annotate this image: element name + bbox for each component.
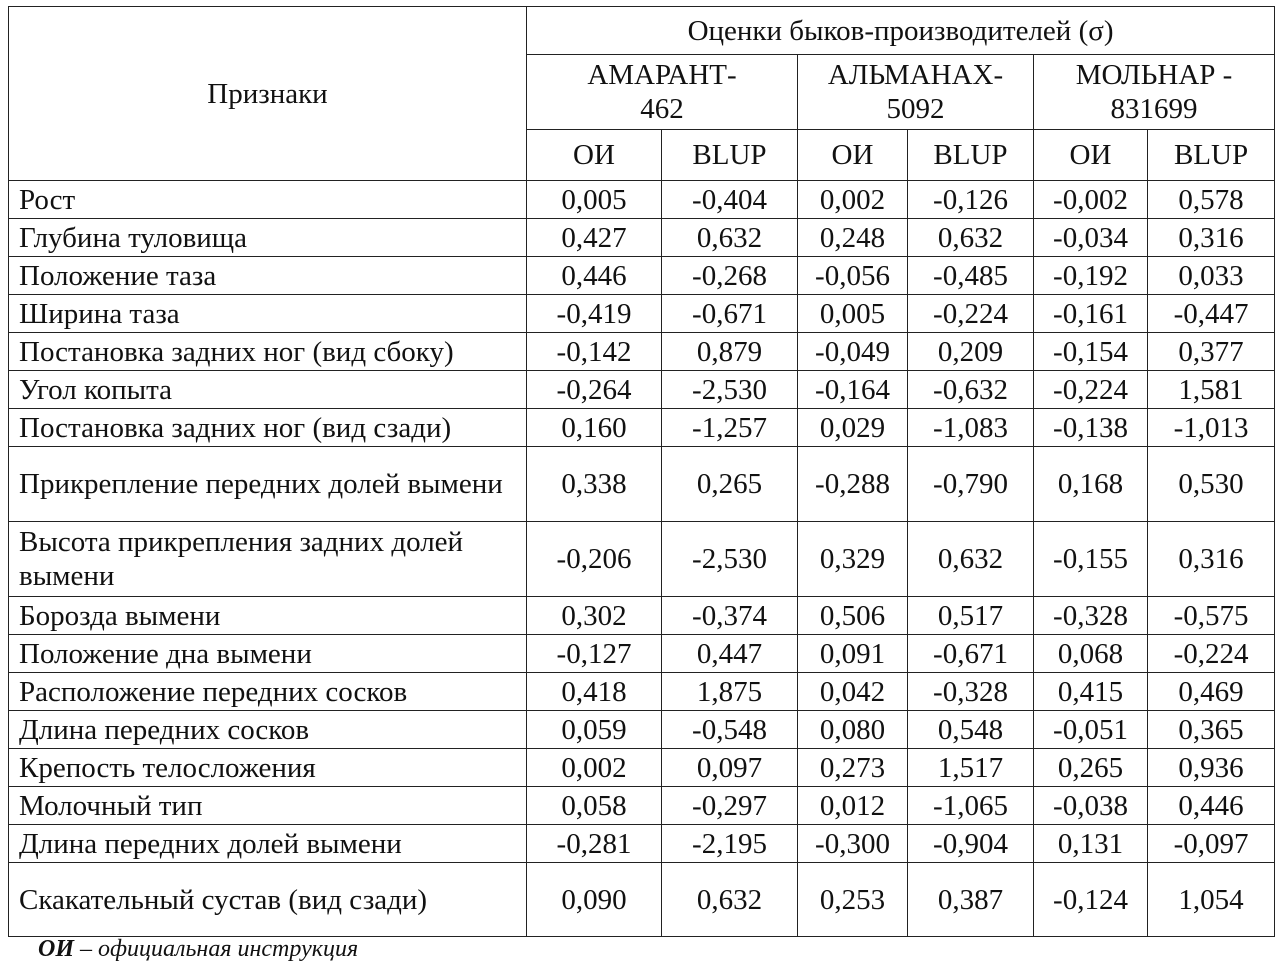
value-cell: -0,224: [1148, 635, 1275, 673]
table-row: [9, 635, 1275, 673]
value-cell: 0,302: [527, 597, 662, 635]
method-header: ОИ: [527, 130, 662, 181]
trait-cell: Высота прикрепления задних долей вымени: [9, 522, 527, 597]
value-cell: -0,056: [798, 257, 908, 295]
value-cell: 0,058: [527, 787, 662, 825]
value-cell: -0,268: [662, 257, 798, 295]
value-cell: -0,447: [1148, 295, 1275, 333]
value-cell: -0,281: [527, 825, 662, 863]
value-cell: 0,329: [798, 522, 908, 597]
trait-header: Признаки: [9, 7, 527, 181]
value-cell: 0,253: [798, 863, 908, 937]
value-cell: 0,265: [662, 447, 798, 522]
trait-cell: Положение таза: [9, 257, 527, 295]
value-cell: -2,195: [662, 825, 798, 863]
value-cell: -0,049: [798, 333, 908, 371]
value-cell: 0,377: [1148, 333, 1275, 371]
value-cell: 0,530: [1148, 447, 1275, 522]
bull-header: [527, 55, 798, 130]
footnote-text: – официальная инструкция: [74, 936, 359, 962]
method-header: BLUP: [662, 130, 798, 181]
value-cell: -1,083: [908, 409, 1034, 447]
value-cell: -0,671: [662, 295, 798, 333]
value-cell: -2,530: [662, 522, 798, 597]
table-body: [9, 181, 1275, 937]
value-cell: 0,415: [1034, 673, 1148, 711]
trait-cell: Борозда вымени: [9, 597, 527, 635]
value-cell: 0,316: [1148, 522, 1275, 597]
value-cell: -0,192: [1034, 257, 1148, 295]
trait-cell: Угол копыта: [9, 371, 527, 409]
table-row: [9, 522, 1275, 597]
value-cell: -0,206: [527, 522, 662, 597]
value-cell: 0,365: [1148, 711, 1275, 749]
value-cell: 1,875: [662, 673, 798, 711]
value-cell: -0,097: [1148, 825, 1275, 863]
value-cell: -0,034: [1034, 219, 1148, 257]
value-cell: -0,127: [527, 635, 662, 673]
value-cell: -0,164: [798, 371, 908, 409]
table-row: [9, 711, 1275, 749]
table-row: [9, 409, 1275, 447]
value-cell: 0,160: [527, 409, 662, 447]
value-cell: 0,469: [1148, 673, 1275, 711]
value-cell: 0,632: [908, 219, 1034, 257]
trait-cell: Прикрепление передних долей вымени: [9, 447, 527, 522]
table-row: [9, 749, 1275, 787]
value-cell: 0,080: [798, 711, 908, 749]
value-cell: 0,418: [527, 673, 662, 711]
value-cell: 0,632: [662, 863, 798, 937]
value-cell: 0,632: [662, 219, 798, 257]
value-cell: 0,936: [1148, 749, 1275, 787]
value-cell: -0,485: [908, 257, 1034, 295]
value-cell: -0,051: [1034, 711, 1148, 749]
value-cell: -0,632: [908, 371, 1034, 409]
trait-cell: Расположение передних сосков: [9, 673, 527, 711]
method-header: BLUP: [908, 130, 1034, 181]
trait-cell: Положение дна вымени: [9, 635, 527, 673]
value-cell: -0,904: [908, 825, 1034, 863]
value-cell: 0,273: [798, 749, 908, 787]
value-cell: -0,300: [798, 825, 908, 863]
value-cell: 0,033: [1148, 257, 1275, 295]
value-cell: -0,264: [527, 371, 662, 409]
value-cell: 1,581: [1148, 371, 1275, 409]
value-cell: 0,506: [798, 597, 908, 635]
value-cell: -0,154: [1034, 333, 1148, 371]
value-cell: -0,419: [527, 295, 662, 333]
value-cell: 0,427: [527, 219, 662, 257]
trait-cell: Постановка задних ног (вид сбоку): [9, 333, 527, 371]
method-header: ОИ: [798, 130, 908, 181]
bull-name: МОЛЬНАР -: [1075, 59, 1233, 91]
table-row: [9, 219, 1275, 257]
value-cell: -0,288: [798, 447, 908, 522]
value-cell: 0,265: [1034, 749, 1148, 787]
value-cell: 0,248: [798, 219, 908, 257]
value-cell: 0,447: [662, 635, 798, 673]
value-cell: 0,131: [1034, 825, 1148, 863]
bull-number: 831699: [1110, 93, 1198, 125]
value-cell: 0,338: [527, 447, 662, 522]
bull-name: АЛЬМАНАХ-: [827, 59, 1004, 91]
table-row: [9, 295, 1275, 333]
trait-cell: Крепость телосложения: [9, 749, 527, 787]
table-row: [9, 597, 1275, 635]
group-title: Оценки быков-производителей (σ): [527, 7, 1275, 55]
value-cell: -0,671: [908, 635, 1034, 673]
footnote-abbr: ОИ: [38, 936, 74, 962]
value-cell: -0,297: [662, 787, 798, 825]
value-cell: 0,548: [908, 711, 1034, 749]
trait-cell: Длина передних сосков: [9, 711, 527, 749]
value-cell: 0,578: [1148, 181, 1275, 219]
value-cell: -0,224: [908, 295, 1034, 333]
value-cell: 0,005: [798, 295, 908, 333]
table-row: [9, 181, 1275, 219]
value-cell: -0,138: [1034, 409, 1148, 447]
value-cell: 0,446: [1148, 787, 1275, 825]
value-cell: 0,168: [1034, 447, 1148, 522]
value-cell: 0,042: [798, 673, 908, 711]
trait-cell: Глубина туловища: [9, 219, 527, 257]
value-cell: -0,790: [908, 447, 1034, 522]
value-cell: 0,879: [662, 333, 798, 371]
trait-cell: Постановка задних ног (вид сзади): [9, 409, 527, 447]
value-cell: -1,257: [662, 409, 798, 447]
trait-cell: Молочный тип: [9, 787, 527, 825]
value-cell: -0,161: [1034, 295, 1148, 333]
value-cell: -0,155: [1034, 522, 1148, 597]
value-cell: -2,530: [662, 371, 798, 409]
value-cell: -0,404: [662, 181, 798, 219]
value-cell: -0,374: [662, 597, 798, 635]
table-row: [9, 863, 1275, 937]
value-cell: 1,517: [908, 749, 1034, 787]
table-row: [9, 787, 1275, 825]
bull-number: 5092: [886, 93, 945, 125]
value-cell: 0,059: [527, 711, 662, 749]
value-cell: 0,012: [798, 787, 908, 825]
value-cell: 0,068: [1034, 635, 1148, 673]
value-cell: -0,328: [1034, 597, 1148, 635]
bull-name: АМАРАНТ-: [587, 59, 737, 91]
trait-cell: Скакательный сустав (вид сзади): [9, 863, 527, 937]
value-cell: 0,387: [908, 863, 1034, 937]
value-cell: 0,517: [908, 597, 1034, 635]
value-cell: 0,091: [798, 635, 908, 673]
value-cell: 0,446: [527, 257, 662, 295]
value-cell: -0,575: [1148, 597, 1275, 635]
value-cell: 0,005: [527, 181, 662, 219]
bull-number: 462: [640, 93, 684, 125]
table-row: [9, 447, 1275, 522]
table-row: [9, 333, 1275, 371]
method-header: ОИ: [1034, 130, 1148, 181]
value-cell: 0,097: [662, 749, 798, 787]
bull-evaluation-table: [8, 6, 1275, 937]
value-cell: 1,054: [1148, 863, 1275, 937]
value-cell: 0,090: [527, 863, 662, 937]
value-cell: 0,002: [798, 181, 908, 219]
trait-cell: Ширина таза: [9, 295, 527, 333]
value-cell: 0,209: [908, 333, 1034, 371]
value-cell: 0,632: [908, 522, 1034, 597]
method-header: BLUP: [1148, 130, 1275, 181]
value-cell: -1,013: [1148, 409, 1275, 447]
table-row: [9, 825, 1275, 863]
value-cell: -0,126: [908, 181, 1034, 219]
table-row: [9, 371, 1275, 409]
value-cell: -0,224: [1034, 371, 1148, 409]
value-cell: -0,142: [527, 333, 662, 371]
value-cell: -1,065: [908, 787, 1034, 825]
value-cell: -0,328: [908, 673, 1034, 711]
table-row: [9, 673, 1275, 711]
table-row: [9, 257, 1275, 295]
value-cell: 0,029: [798, 409, 908, 447]
value-cell: 0,002: [527, 749, 662, 787]
trait-cell: Рост: [9, 181, 527, 219]
footnote: [38, 936, 358, 963]
value-cell: -0,002: [1034, 181, 1148, 219]
bull-header: [1034, 55, 1275, 130]
value-cell: 0,316: [1148, 219, 1275, 257]
trait-cell: Длина передних долей вымени: [9, 825, 527, 863]
bull-header: [798, 55, 1034, 130]
value-cell: -0,124: [1034, 863, 1148, 937]
value-cell: -0,038: [1034, 787, 1148, 825]
value-cell: -0,548: [662, 711, 798, 749]
